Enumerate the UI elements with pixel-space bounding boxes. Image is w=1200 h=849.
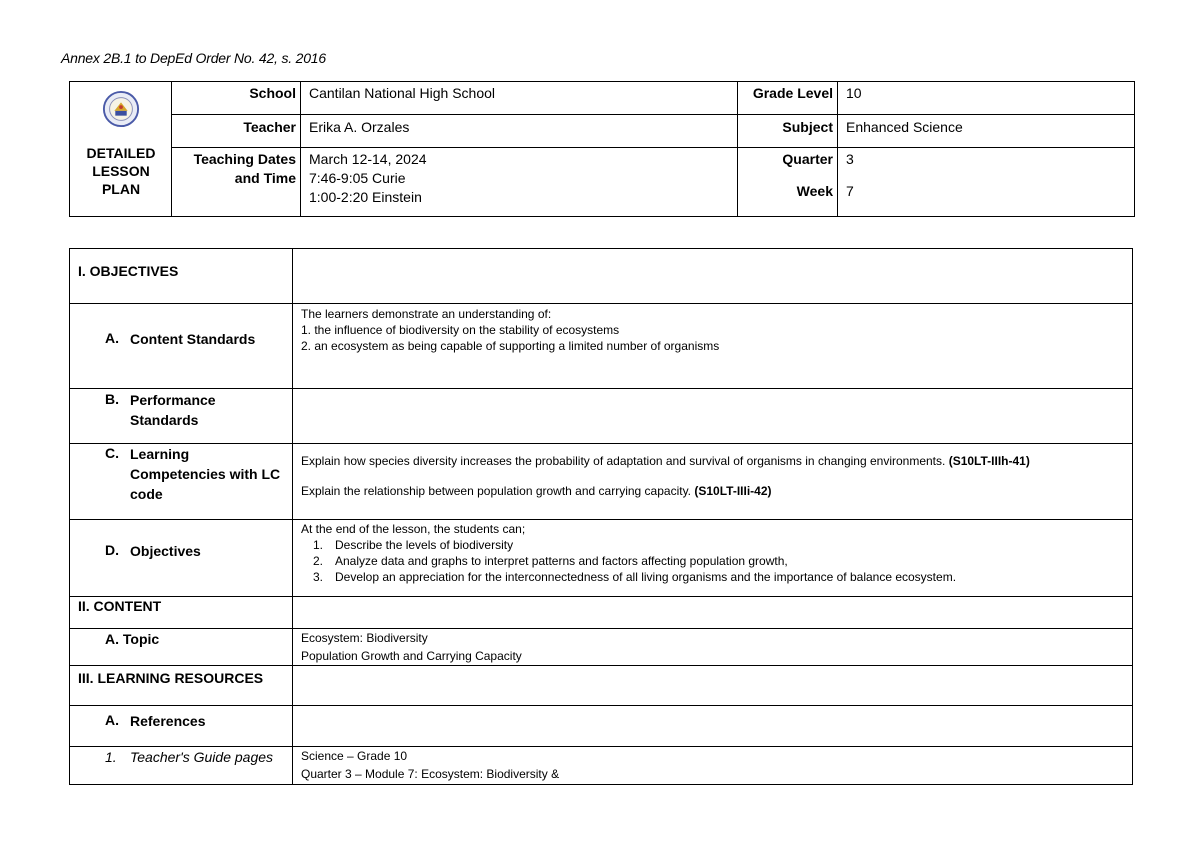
table-row-content-standards: A. Content Standards The learners demonstrate an understanding of: 1. the influence of biodiversity on the stability of ecosystems 2. an ecosystem as being capable of supporting a limited number of organisms [70,304,1132,389]
table-row-topic [70,629,1132,666]
quarter-label: Quarter [782,151,833,167]
school-value: Cantilan National High School [301,82,738,115]
quarter-week-values [838,148,1134,216]
topic-label: A. Topic [105,631,160,647]
annex-reference: Annex 2B.1 to DepEd Order No. 42, s. 2016 [61,50,326,66]
lesson-plan-table [69,248,1133,785]
topic-text: Ecosystem: Biodiversity Population Growth and Carrying Capacity [301,631,522,663]
week-value: 7 [846,183,854,199]
section-heading-learning-resources: III. LEARNING RESOURCES [78,670,264,686]
objectives-text: At the end of the lesson, the students can; 1. Describe the levels of biodiversity 2. Analyze data and graphs to interpret patterns and factors affecting population growth, 3. Develop an appreciation for the interconnectedness of all living organisms and the importance of balance ecosystem. [293,520,1132,596]
quarter-week-labels [738,148,838,216]
grade-level-label: Grade Level [738,82,838,115]
table-row-content [70,597,1132,629]
deped-seal-icon [102,90,140,128]
teacher-label: Teacher [172,115,301,148]
table-row-references: A. References [70,706,1132,747]
quarter-value: 3 [846,151,854,167]
table-row-learning-competencies: C. Learning Competencies with LC code Explain how species diversity increases the probability of adaptation and survival of organisms in changing environments. (S10LT-IIIh-41) Explain the relationship between population growth and carrying capacity. (S10LT-IIIi-42) [70,444,1132,520]
teachers-guide-text: Science – Grade 10 Quarter 3 – Module 7: Ecosystem: Biodiversity & [301,749,560,781]
section-heading-objectives: I. OBJECTIVES [78,263,179,279]
content-standards-label: Content Standards [130,331,256,347]
table-row-objectives [70,249,1132,304]
section-heading-content: II. CONTENT [78,598,162,614]
teacher-value: Erika A. Orzales [301,115,738,148]
table-row-performance-standards: B. Performance Standards [70,389,1132,444]
lesson-plan-header [69,81,1135,217]
learning-competencies-text [293,444,1132,519]
list-item: 2. Analyze data and graphs to interpret patterns and factors affecting population growth, [312,554,788,568]
performance-standards-label: Performance Standards [130,392,216,428]
table-row-teachers-guide: 1. Teacher's Guide pages Science – Grade 10 Quarter 3 – Module 7: Ecosystem: Biodiversity & [70,747,1132,784]
teachers-guide-label: Teacher's Guide pages [130,749,274,765]
grade-level-value: 10 [838,82,1134,115]
subject-value: Enhanced Science [838,115,1134,148]
week-label: Week [796,183,833,199]
objectives-label: Objectives [130,543,201,559]
references-label: References [130,713,206,729]
school-label: School [172,82,301,115]
content-standards-text: The learners demonstrate an understanding of: 1. the influence of biodiversity on the stability of ecosystems 2. an ecosystem as being capable of supporting a limited number of organisms [301,307,720,353]
teaching-dates-value: March 12-14, 2024 7:46-9:05 Curie 1:00-2:20 Einstein [301,148,738,216]
competency-item: Explain how species diversity increases the probability of adaptation and survival of organisms in changing environments. (S10LT-IIIh-41) [301,454,1030,468]
teaching-dates-label: Teaching Dates and Time [172,148,301,216]
learning-competencies-label: Learning Competencies with LC code [130,446,281,502]
table-row-objectives-list: D. Objectives At the end of the lesson, the students can; 1. Describe the levels of biodiversity 2. Analyze data and graphs to interpret patterns and factors affecting population growth, 3. Develop an appreciation for the interconnectedness of all living organisms and the importance of balance ecosystem. [70,520,1132,597]
header-logo-column [70,82,172,216]
competency-item: Explain the relationship between population growth and carrying capacity. (S10LT-IIIi-42) [301,484,772,498]
list-item: 3. Develop an appreciation for the interconnectedness of all living organisms and the importance of balance ecosystem. [312,570,957,584]
subject-label: Subject [738,115,838,148]
plan-title: DETAILED LESSON PLAN [86,145,156,197]
list-item: 1. Describe the levels of biodiversity [312,538,514,552]
table-row-learning-resources [70,666,1132,706]
